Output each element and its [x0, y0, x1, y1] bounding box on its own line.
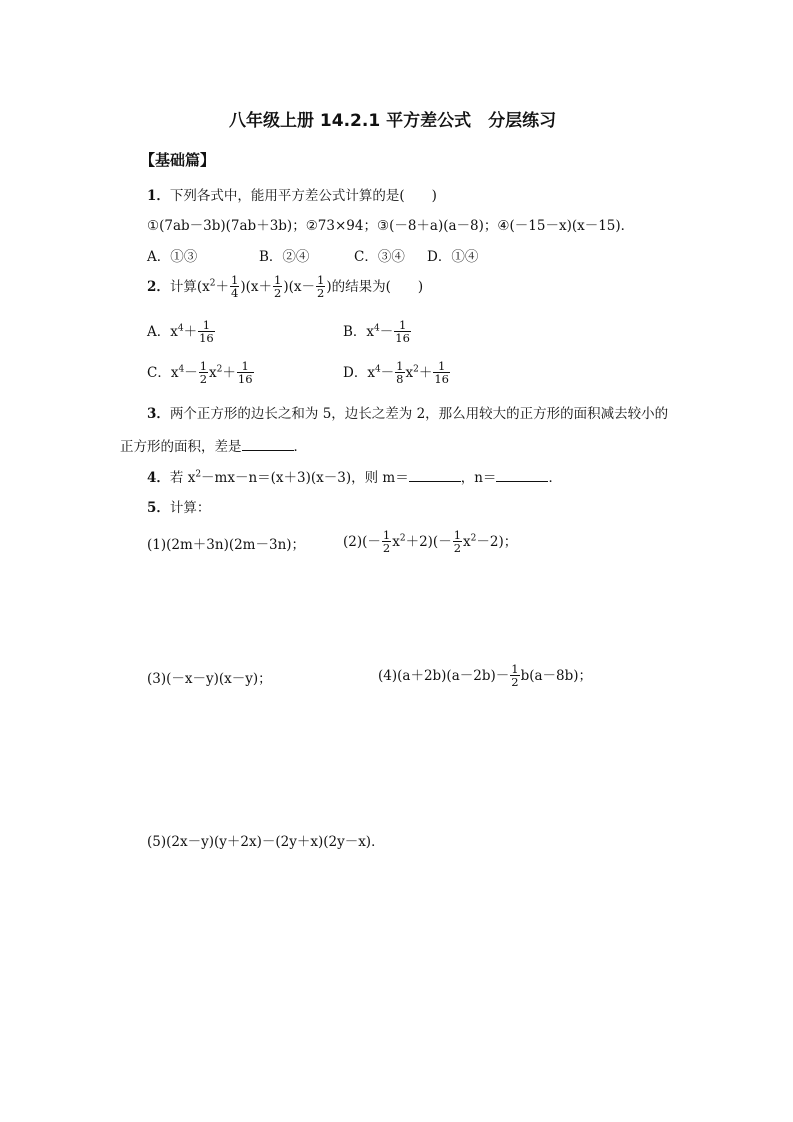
fraction — [510, 663, 519, 688]
question-5-stem — [147, 499, 210, 517]
question-5-part-5: (5)(2x－y)(y＋2x)－(2y＋x)(2y－x)． — [147, 834, 385, 850]
numerator: 1 — [394, 319, 411, 332]
fraction — [453, 529, 462, 554]
option-label: A．x — [147, 324, 178, 340]
question-1-items: ①(7ab－3b)(7ab＋3b)；②73×94；③(－8＋a)(a－8)；④(－15－x)(x－15)． — [147, 218, 635, 234]
numerator: 1 — [199, 359, 208, 373]
expr-part: －2)； — [476, 534, 518, 550]
variable: x — [405, 365, 414, 381]
question-5-part-4 — [378, 664, 592, 689]
numerator: 1 — [198, 319, 215, 332]
exponent: 2 — [195, 469, 202, 480]
denominator: 8 — [396, 372, 404, 386]
operator: － — [380, 365, 395, 381]
fraction — [433, 360, 450, 385]
numerator: 1 — [274, 273, 282, 287]
option-label: B．x — [343, 324, 375, 340]
numerator: 1 — [317, 273, 325, 287]
variable: x — [392, 534, 400, 550]
denominator: 2 — [317, 286, 325, 300]
exponent: 2 — [216, 364, 223, 375]
numerator: 1 — [453, 528, 462, 542]
expr-part: ＋2)(－ — [405, 534, 452, 550]
operator: ＋ — [183, 324, 198, 340]
question-number: 3． — [147, 406, 170, 422]
question-number: 1． — [147, 188, 170, 204]
question-2-option-c — [147, 361, 255, 386]
numerator: 1 — [433, 360, 450, 373]
option-label: C．x — [147, 365, 179, 381]
fraction — [316, 274, 325, 299]
expr-part: (4)(a＋2b)(a－2b)－ — [378, 668, 510, 684]
operator: － — [379, 324, 394, 340]
question-text: 两个正方形的边长之和为 5，边长之差为 2，那么用较大的正方形的面积减去较小的 — [169, 406, 669, 422]
denominator: 2 — [453, 541, 462, 555]
exponent: 2 — [209, 278, 216, 289]
question-3-line-1 — [147, 405, 668, 423]
question-1-option-c: C．③④ — [354, 249, 405, 265]
expr-part: ＋ — [215, 279, 230, 295]
fraction — [273, 274, 282, 299]
denominator: 2 — [511, 675, 519, 689]
question-2-option-b — [343, 320, 412, 345]
question-1-option-a: A．①③ — [147, 249, 198, 265]
exponent: 4 — [374, 364, 381, 375]
fraction — [394, 319, 411, 344]
numerator: 1 — [237, 360, 254, 373]
fraction — [230, 274, 239, 299]
question-text: 下列各式中，能用平方差公式计算的是( ) — [169, 188, 437, 204]
question-1-stem — [147, 187, 437, 205]
fraction — [199, 360, 208, 385]
question-2-option-d — [343, 361, 451, 386]
fraction — [237, 360, 254, 385]
fraction — [395, 360, 404, 385]
question-1-option-d: D．①④ — [427, 249, 479, 265]
expr-part: )(x－ — [283, 279, 315, 295]
question-5-part-1: (1)(2m＋3n)(2m－3n)； — [147, 537, 306, 553]
denominator: 16 — [237, 372, 253, 386]
denominator: 2 — [274, 286, 282, 300]
denominator: 4 — [231, 286, 239, 300]
exponent: 4 — [178, 364, 185, 375]
answer-blank[interactable] — [242, 437, 294, 451]
numerator: 1 — [231, 273, 239, 287]
exponent: 2 — [413, 364, 419, 375]
question-number: 2． — [147, 279, 170, 295]
operator: ＋ — [418, 365, 433, 381]
denominator: 16 — [434, 372, 449, 386]
answer-blank-n[interactable] — [496, 468, 548, 482]
denominator: 16 — [395, 331, 410, 345]
operator: － — [184, 365, 198, 381]
question-text: 计算： — [169, 500, 211, 516]
option-label: D．x — [343, 365, 375, 381]
question-text: 正方形的面积，差是 — [120, 439, 242, 455]
numerator: 1 — [396, 359, 404, 373]
expr-part: －mx－n＝(x＋3)(x－3)，则 m＝ — [201, 470, 409, 486]
exponent: 4 — [177, 323, 184, 334]
question-number: 5． — [147, 500, 170, 516]
fraction — [198, 319, 215, 344]
punctuation: ． — [293, 439, 307, 455]
question-5-part-3: (3)(－x－y)(x－y)； — [147, 671, 272, 687]
question-4 — [147, 468, 562, 487]
expr-part: )(x＋ — [240, 279, 273, 295]
exponent: 2 — [399, 533, 406, 544]
section-heading: 【基础篇】 — [140, 151, 216, 169]
punctuation: ． — [548, 470, 562, 486]
variable: x — [463, 534, 471, 550]
denominator: 2 — [199, 372, 208, 386]
expr-part: 计算(x — [169, 279, 210, 295]
question-1-option-b: B．②④ — [259, 249, 310, 265]
question-2-stem — [147, 275, 423, 300]
question-number: 4． — [147, 470, 170, 486]
question-3-line-2 — [120, 437, 307, 456]
expr-part: (2)(－ — [343, 534, 381, 550]
expr-part: ，n＝ — [460, 470, 497, 486]
question-2-option-a — [147, 320, 216, 345]
operator: ＋ — [222, 365, 236, 381]
denominator: 16 — [199, 331, 214, 345]
expr-part: )的结果为( ) — [326, 279, 424, 295]
numerator: 1 — [382, 528, 391, 542]
variable: x — [209, 365, 217, 381]
answer-blank-m[interactable] — [409, 468, 461, 482]
expr-part: 若 x — [169, 470, 196, 486]
page-title: 八年级上册 14.2.1 平方差公式 分层练习 — [229, 111, 557, 131]
denominator: 2 — [382, 541, 391, 555]
exponent: 2 — [470, 533, 477, 544]
question-5-part-2 — [343, 530, 517, 555]
expr-part: b(a－8b)； — [520, 668, 593, 684]
numerator: 1 — [511, 662, 519, 676]
exponent: 4 — [374, 323, 380, 334]
fraction — [382, 529, 391, 554]
